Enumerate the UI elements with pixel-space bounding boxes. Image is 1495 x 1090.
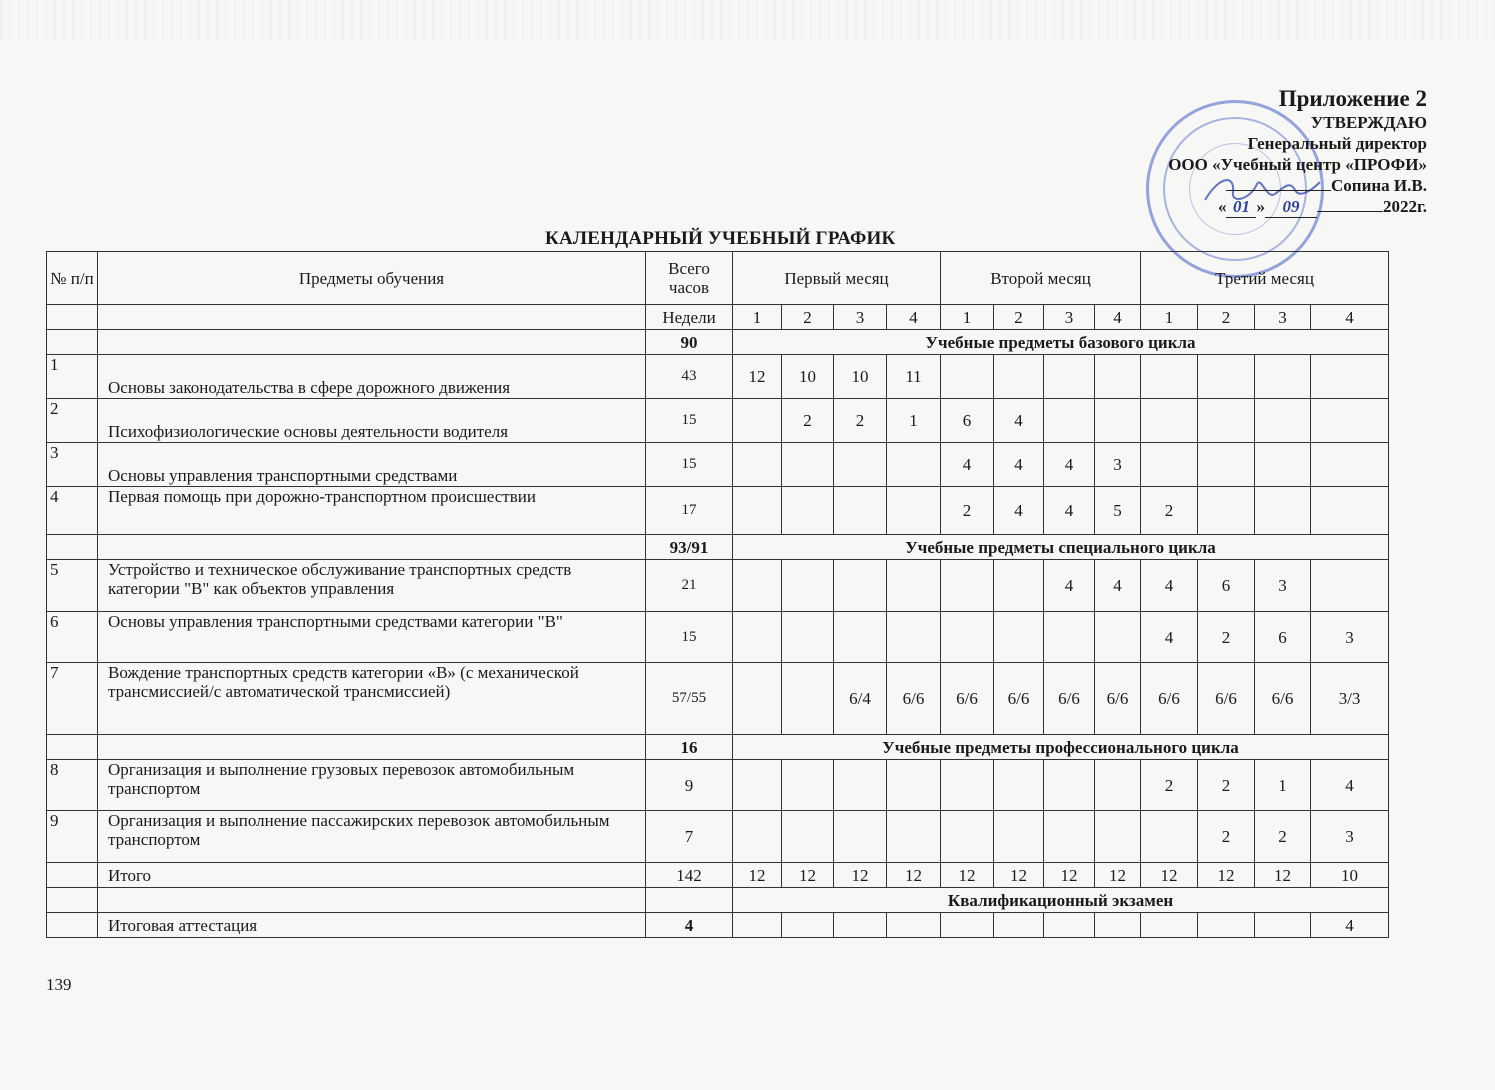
week-number: 3 (1255, 305, 1311, 330)
scan-artifact (0, 0, 1495, 40)
summary-label: Итого (98, 863, 646, 888)
week-hours (994, 355, 1044, 399)
row-number: 8 (47, 760, 98, 811)
empty-cell (47, 330, 98, 355)
week-hours (1141, 355, 1198, 399)
summary-week-hours (941, 913, 994, 938)
signer-line (1168, 175, 1427, 196)
week-hours: 2 (941, 487, 994, 535)
empty-cell (47, 863, 98, 888)
week-hours: 10 (782, 355, 834, 399)
table-row (47, 560, 1389, 612)
approve-label: УТВЕРЖДАЮ (1310, 113, 1427, 132)
subject-total: 57/55 (646, 663, 733, 735)
week-hours (1255, 443, 1311, 487)
week-hours (782, 443, 834, 487)
week-hours: 12 (733, 355, 782, 399)
week-hours (941, 612, 994, 663)
week-hours: 2 (1198, 811, 1255, 863)
week-hours (1141, 443, 1198, 487)
document-title: КАЛЕНДАРНЫЙ УЧЕБНЫЙ ГРАФИК (545, 228, 896, 249)
header-row (47, 252, 1389, 305)
week-hours (1095, 612, 1141, 663)
empty-cell (98, 330, 646, 355)
row-number: 6 (47, 612, 98, 663)
summary-week-hours: 12 (1141, 863, 1198, 888)
week-hours (1198, 399, 1255, 443)
week-hours (994, 612, 1044, 663)
empty-cell (98, 735, 646, 760)
subject-name: Вождение транспортных средств категории «В» (с механической трансмиссией/с автоматической трансмиссией) (98, 663, 646, 735)
week-hours: 5 (1095, 487, 1141, 535)
week-hours (1044, 811, 1095, 863)
week-hours (887, 560, 941, 612)
week-hours (834, 612, 887, 663)
subject-total: 15 (646, 443, 733, 487)
week-hours (733, 612, 782, 663)
subject-name: Психофизиологические основы деятельности водителя (98, 399, 646, 443)
row-number: 4 (47, 487, 98, 535)
approval-block (1168, 86, 1427, 218)
week-hours: 11 (887, 355, 941, 399)
summary-week-hours (1255, 913, 1311, 938)
week-hours (941, 355, 994, 399)
week-hours: 3 (1311, 612, 1389, 663)
week-hours (782, 663, 834, 735)
week-hours: 4 (1095, 560, 1141, 612)
date-day: 01 (1226, 196, 1256, 218)
week-hours: 6/6 (887, 663, 941, 735)
table-row (47, 399, 1389, 443)
row-number: 9 (47, 811, 98, 863)
page-number: 139 (46, 975, 72, 994)
week-hours: 6 (1255, 612, 1311, 663)
row-number: 7 (47, 663, 98, 735)
summary-week-hours: 12 (941, 863, 994, 888)
week-hours: 2 (1141, 760, 1198, 811)
week-hours (1311, 355, 1389, 399)
week-hours (1044, 612, 1095, 663)
week-hours: 2 (1198, 612, 1255, 663)
summary-total: 142 (646, 863, 733, 888)
section-hours: 16 (646, 735, 733, 760)
subject-name: Основы управления транспортными средствами (98, 443, 646, 487)
summary-week-hours (1141, 913, 1198, 938)
week-hours (733, 760, 782, 811)
week-hours: 2 (1198, 760, 1255, 811)
week-hours (834, 487, 887, 535)
week-hours (1044, 399, 1095, 443)
summary-week-hours: 12 (834, 863, 887, 888)
week-hours: 4 (994, 399, 1044, 443)
week-hours: 1 (1255, 760, 1311, 811)
summary-week-hours (834, 913, 887, 938)
week-hours (1311, 443, 1389, 487)
header-month1: Первый месяц (733, 252, 941, 305)
approval-date (1168, 196, 1427, 218)
empty-cell (47, 535, 98, 560)
date-year-line (1317, 211, 1383, 212)
week-number: 4 (1311, 305, 1389, 330)
week-hours: 6 (1198, 560, 1255, 612)
week-hours (1255, 355, 1311, 399)
signer-name: Сопина И.В. (1331, 176, 1427, 195)
summary-label: Итоговая аттестация (98, 913, 646, 938)
subject-total: 7 (646, 811, 733, 863)
section-row (47, 735, 1389, 760)
total-row (47, 863, 1389, 888)
week-hours (1198, 443, 1255, 487)
week-hours (1311, 487, 1389, 535)
week-hours: 2 (782, 399, 834, 443)
week-hours: 4 (1044, 443, 1095, 487)
week-hours (1311, 560, 1389, 612)
week-hours (1141, 399, 1198, 443)
week-hours (887, 612, 941, 663)
row-number: 5 (47, 560, 98, 612)
organization-name: ООО «Учебный центр «ПРОФИ» (1168, 155, 1427, 174)
empty-cell (98, 888, 646, 913)
week-number: 1 (1141, 305, 1198, 330)
week-hours (733, 663, 782, 735)
week-hours (1311, 399, 1389, 443)
header-num: № п/п (47, 252, 98, 305)
summary-week-hours: 12 (1198, 863, 1255, 888)
row-number: 2 (47, 399, 98, 443)
empty-cell (47, 913, 98, 938)
section-row (47, 330, 1389, 355)
week-hours: 4 (941, 443, 994, 487)
summary-week-hours: 12 (1044, 863, 1095, 888)
week-number: 3 (1044, 305, 1095, 330)
week-hours (782, 760, 834, 811)
week-hours: 4 (994, 487, 1044, 535)
week-hours (887, 760, 941, 811)
week-hours (994, 560, 1044, 612)
summary-week-hours (887, 913, 941, 938)
week-hours (1198, 355, 1255, 399)
week-hours (733, 443, 782, 487)
schedule-table (46, 251, 1389, 938)
appendix-label: Приложение 2 (1278, 86, 1427, 111)
subject-name: Первая помощь при дорожно-транспортном происшествии (98, 487, 646, 535)
week-hours: 6/6 (941, 663, 994, 735)
empty-cell (47, 305, 98, 330)
final-row (47, 913, 1389, 938)
date-quote-close: » (1256, 197, 1265, 216)
summary-week-hours: 10 (1311, 863, 1389, 888)
week-hours (733, 399, 782, 443)
subject-name: Основы законодательства в сфере дорожного движения (98, 355, 646, 399)
week-hours (887, 487, 941, 535)
date-quote-open: « (1217, 197, 1227, 216)
subject-name: Основы управления транспортными средствами категории "В" (98, 612, 646, 663)
exam-row (47, 888, 1389, 913)
week-hours (1044, 760, 1095, 811)
header-total: Всего часов (646, 252, 733, 305)
week-hours (941, 811, 994, 863)
summary-week-hours: 12 (994, 863, 1044, 888)
subject-total: 15 (646, 399, 733, 443)
week-hours (834, 443, 887, 487)
week-hours: 4 (1311, 760, 1389, 811)
week-hours: 6/6 (1198, 663, 1255, 735)
week-hours (941, 560, 994, 612)
week-hours: 4 (994, 443, 1044, 487)
week-hours (1255, 487, 1311, 535)
week-hours (782, 811, 834, 863)
table-row (47, 443, 1389, 487)
empty-cell (47, 735, 98, 760)
week-hours (834, 560, 887, 612)
week-hours (887, 811, 941, 863)
week-hours: 6/6 (1095, 663, 1141, 735)
empty-cell (47, 888, 98, 913)
week-hours (782, 560, 834, 612)
section-hours: 93/91 (646, 535, 733, 560)
date-year: 2022г. (1382, 197, 1427, 216)
week-hours (994, 760, 1044, 811)
weeks-row (47, 305, 1389, 330)
week-hours (782, 487, 834, 535)
summary-total: 4 (646, 913, 733, 938)
director-position: Генеральный директор (1247, 134, 1427, 153)
week-hours: 2 (1141, 487, 1198, 535)
week-hours (834, 811, 887, 863)
week-hours (733, 811, 782, 863)
section-title: Учебные предметы базового цикла (733, 330, 1389, 355)
week-number: 1 (941, 305, 994, 330)
week-hours (1095, 355, 1141, 399)
week-hours: 4 (1141, 560, 1198, 612)
week-hours (1255, 399, 1311, 443)
summary-week-hours: 12 (733, 863, 782, 888)
week-hours: 2 (834, 399, 887, 443)
week-hours (1095, 760, 1141, 811)
empty-cell (98, 305, 646, 330)
week-hours (1095, 399, 1141, 443)
subject-name: Организация и выполнение грузовых перевозок автомобильным транспортом (98, 760, 646, 811)
summary-week-hours: 12 (1095, 863, 1141, 888)
week-number: 3 (834, 305, 887, 330)
section-title: Учебные предметы профессионального цикла (733, 735, 1389, 760)
section-row (47, 535, 1389, 560)
summary-week-hours: 4 (1311, 913, 1389, 938)
week-hours: 4 (1044, 560, 1095, 612)
week-hours: 10 (834, 355, 887, 399)
table-row (47, 760, 1389, 811)
week-hours: 6/6 (994, 663, 1044, 735)
week-hours (782, 612, 834, 663)
week-number: 1 (733, 305, 782, 330)
week-hours (887, 443, 941, 487)
section-title: Учебные предметы специального цикла (733, 535, 1389, 560)
week-hours: 3/3 (1311, 663, 1389, 735)
week-hours: 6/6 (1044, 663, 1095, 735)
summary-week-hours: 12 (887, 863, 941, 888)
summary-week-hours (1198, 913, 1255, 938)
week-number: 2 (1198, 305, 1255, 330)
week-hours: 6 (941, 399, 994, 443)
subject-total: 9 (646, 760, 733, 811)
row-number: 3 (47, 443, 98, 487)
week-hours: 2 (1255, 811, 1311, 863)
summary-week-hours (1095, 913, 1141, 938)
week-hours: 1 (887, 399, 941, 443)
empty-cell (98, 535, 646, 560)
week-hours (1141, 811, 1198, 863)
week-hours (1095, 811, 1141, 863)
week-number: 4 (887, 305, 941, 330)
week-hours (941, 760, 994, 811)
subject-name: Устройство и техническое обслуживание транспортных средств категории "В" как объектов управления (98, 560, 646, 612)
header-month3: Третий месяц (1141, 252, 1389, 305)
week-hours (733, 560, 782, 612)
week-hours: 6/6 (1141, 663, 1198, 735)
week-hours (1198, 487, 1255, 535)
week-hours: 3 (1311, 811, 1389, 863)
table-row (47, 487, 1389, 535)
summary-week-hours (1044, 913, 1095, 938)
weeks-label: Недели (646, 305, 733, 330)
exam-title: Квалификационный экзамен (733, 888, 1389, 913)
signature-line (1226, 175, 1331, 191)
table-row (47, 811, 1389, 863)
header-subjects: Предметы обучения (98, 252, 646, 305)
week-hours: 6/4 (834, 663, 887, 735)
week-hours: 3 (1095, 443, 1141, 487)
week-hours (834, 760, 887, 811)
summary-week-hours: 12 (1255, 863, 1311, 888)
table-row (47, 612, 1389, 663)
table-row (47, 663, 1389, 735)
subject-name: Организация и выполнение пассажирских перевозок автомобильным транспортом (98, 811, 646, 863)
row-number: 1 (47, 355, 98, 399)
week-hours (994, 811, 1044, 863)
week-number: 4 (1095, 305, 1141, 330)
subject-total: 21 (646, 560, 733, 612)
header-month2: Второй месяц (941, 252, 1141, 305)
week-number: 2 (782, 305, 834, 330)
summary-week-hours: 12 (782, 863, 834, 888)
summary-week-hours (782, 913, 834, 938)
subject-total: 15 (646, 612, 733, 663)
week-hours (733, 487, 782, 535)
empty-cell (646, 888, 733, 913)
summary-week-hours (994, 913, 1044, 938)
section-hours: 90 (646, 330, 733, 355)
subject-total: 43 (646, 355, 733, 399)
date-month: 09 (1265, 196, 1317, 218)
week-hours (1044, 355, 1095, 399)
summary-week-hours (733, 913, 782, 938)
week-number: 2 (994, 305, 1044, 330)
week-hours: 6/6 (1255, 663, 1311, 735)
week-hours: 3 (1255, 560, 1311, 612)
table-row (47, 355, 1389, 399)
week-hours: 4 (1141, 612, 1198, 663)
subject-total: 17 (646, 487, 733, 535)
week-hours: 4 (1044, 487, 1095, 535)
